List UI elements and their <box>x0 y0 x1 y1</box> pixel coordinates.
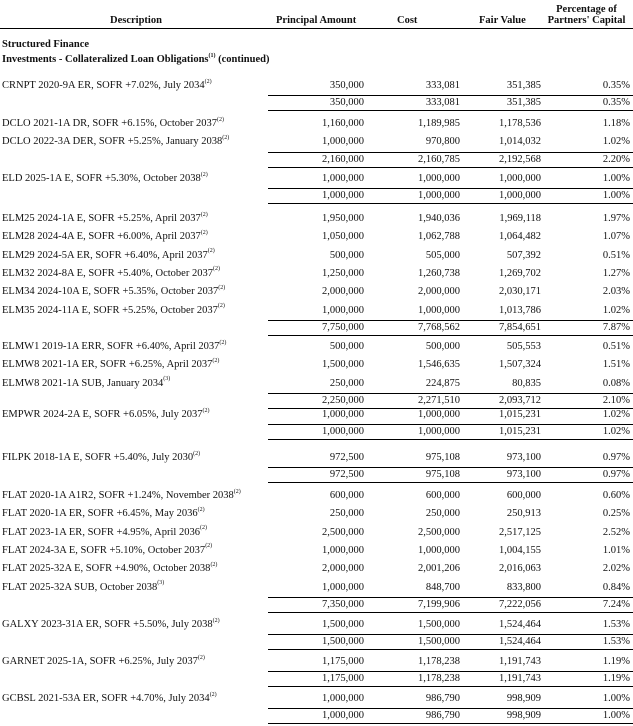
subtotal-bottom-rule <box>268 723 633 724</box>
investment-description <box>2 268 220 280</box>
cost-cell: 600,000 <box>425 490 460 501</box>
subtotal-fair-value-cell: 2,093,712 <box>499 394 541 406</box>
cost-cell: 1,500,000 <box>418 619 460 630</box>
footnote-marker: (2) <box>200 171 208 178</box>
fair-value-cell: 1,507,324 <box>499 359 541 371</box>
col-header-principal: Principal Amount <box>276 15 357 26</box>
principal-amount-cell: 1,000,000 <box>322 409 364 420</box>
subtotal-principal-cell: 7,750,000 <box>322 321 364 333</box>
principal-amount-cell: 1,000,000 <box>322 544 364 556</box>
pct-partners-capital-cell: 1.01% <box>602 544 630 556</box>
pct-partners-capital-cell: 1.27% <box>602 267 630 279</box>
pct-partners-capital-cell: 1.02% <box>602 409 630 420</box>
investment-description <box>2 173 208 185</box>
footnote-marker: (2) <box>200 211 208 218</box>
footnote-marker: (2) <box>212 266 220 273</box>
subtotal-principal-cell: 1,175,000 <box>322 673 364 685</box>
pct-partners-capital-cell: 1.51% <box>602 359 630 371</box>
fair-value-cell: 1,004,155 <box>499 544 541 556</box>
investment-name: ELMW8 2021-1A SUB, January 2034 <box>2 377 164 389</box>
cost-cell: 2,500,000 <box>418 526 460 538</box>
subtotal-pct-cell: 1.00% <box>602 190 630 202</box>
investment-name: GCBSL 2021-53A ER, SOFR +4.70%, July 2034 <box>2 693 210 704</box>
investment-description <box>2 286 225 298</box>
pct-partners-capital-cell: 1.18% <box>602 118 630 129</box>
subtotal-principal-cell: 2,250,000 <box>322 394 364 406</box>
investment-name: ELM29 2024-5A ER, SOFR +6.40%, April 2037 <box>2 249 208 261</box>
subtotal-fair-value-cell: 973,100 <box>506 469 541 481</box>
investment-name: FLAT 2025-32A E, SOFR +4.90%, October 2038 <box>2 563 211 575</box>
principal-amount-cell: 2,000,000 <box>322 286 364 298</box>
principal-amount-cell: 500,000 <box>329 249 364 261</box>
subtotal-principal-cell: 1,000,000 <box>322 426 364 438</box>
fair-value-cell: 1,524,464 <box>499 619 541 630</box>
investment-description <box>2 341 226 353</box>
fair-value-cell: 250,913 <box>506 508 541 520</box>
subtotal-pct-cell: 1.00% <box>602 710 630 722</box>
header-rule <box>0 28 633 29</box>
footnote-marker: (3) <box>157 580 165 586</box>
subtotal-bottom-rule <box>268 335 633 336</box>
subtotal-principal-cell: 1,500,000 <box>322 636 364 648</box>
pct-partners-capital-cell: 0.60% <box>602 490 630 501</box>
investment-description <box>2 582 164 594</box>
investment-name: FILPK 2018-1A E, SOFR +5.40%, July 2030 <box>2 452 194 463</box>
subtotal-bottom-rule <box>268 649 633 650</box>
footnote-marker: (2) <box>210 561 218 568</box>
footnote-marker: (2) <box>204 78 212 85</box>
principal-amount-cell: 1,950,000 <box>322 213 364 224</box>
cost-cell: 1,000,000 <box>418 544 460 556</box>
subtotal-bottom-rule <box>268 203 633 204</box>
pct-partners-capital-cell: 0.35% <box>602 80 630 91</box>
cost-cell: 986,790 <box>425 693 460 704</box>
principal-amount-cell: 1,175,000 <box>322 656 364 667</box>
investment-description <box>2 250 215 262</box>
investment-name: ELMW1 2019-1A ERR, SOFR +6.40%, April 2037 <box>2 341 220 352</box>
principal-amount-cell: 1,000,000 <box>322 136 364 148</box>
principal-amount-cell: 250,000 <box>329 508 364 520</box>
footnote-marker: (2) <box>197 654 205 661</box>
cost-cell: 1,178,238 <box>418 656 460 667</box>
investment-description <box>2 563 217 575</box>
cost-cell: 1,062,788 <box>418 231 460 243</box>
investment-description <box>2 545 212 557</box>
fair-value-cell: 1,015,231 <box>499 409 541 420</box>
pct-partners-capital-cell: 1.02% <box>602 136 630 148</box>
fair-value-cell: 80,835 <box>512 377 541 389</box>
subtotal-cost-cell: 1,500,000 <box>418 636 460 648</box>
pct-partners-capital-cell: 0.51% <box>602 249 630 261</box>
investment-description <box>2 490 241 502</box>
investment-description <box>2 136 229 148</box>
footnote-marker: (2) <box>222 134 230 141</box>
footnote-marker: (2) <box>205 543 213 550</box>
principal-amount-cell: 2,500,000 <box>322 526 364 538</box>
cost-cell: 1,000,000 <box>418 173 460 184</box>
pct-partners-capital-cell: 0.25% <box>602 508 630 520</box>
subtotal-fair-value-cell: 7,222,056 <box>499 598 541 610</box>
investment-name: GALXY 2023-31A ER, SOFR +5.50%, July 2038 <box>2 619 213 630</box>
pct-partners-capital-cell: 1.00% <box>602 173 630 184</box>
investment-description <box>2 452 200 464</box>
cost-cell: 1,189,985 <box>418 118 460 129</box>
fair-value-cell: 1,013,786 <box>499 304 541 316</box>
principal-amount-cell: 1,000,000 <box>322 581 364 593</box>
cost-cell: 2,000,000 <box>418 286 460 298</box>
fair-value-cell: 351,385 <box>506 80 541 91</box>
pct-partners-capital-cell: 1.07% <box>602 231 630 243</box>
footnote-marker: (2) <box>207 248 215 255</box>
pct-partners-capital-cell: 0.84% <box>602 581 630 593</box>
subtotal-pct-cell: 0.35% <box>602 97 630 109</box>
footnote-marker: (2) <box>212 357 220 364</box>
pct-partners-capital-cell: 2.52% <box>602 526 630 538</box>
cost-cell: 1,546,635 <box>418 359 460 371</box>
subtotal-pct-cell: 1.53% <box>602 636 630 648</box>
subtotal-fair-value-cell: 7,854,651 <box>499 321 541 333</box>
subtotal-rule <box>268 393 633 394</box>
section-subtitle: Investments - Collateralized Loan Obligations$^{(1)}$ (continued) <box>2 52 270 65</box>
subtotal-cost-cell: 2,271,510 <box>418 394 460 406</box>
pct-partners-capital-cell: 1.97% <box>602 213 630 224</box>
cost-cell: 500,000 <box>425 341 460 352</box>
subtotal-pct-cell: 2.10% <box>602 394 630 406</box>
subtotal-cost-cell: 333,081 <box>425 97 460 109</box>
investment-description <box>2 118 224 130</box>
col-header-description: Description <box>110 15 162 26</box>
principal-amount-cell: 1,000,000 <box>322 173 364 184</box>
subtotal-rule <box>268 424 633 425</box>
subtotal-bottom-rule <box>268 439 633 440</box>
investment-description <box>2 656 205 668</box>
subtotal-principal-cell: 7,350,000 <box>322 598 364 610</box>
investment-name: ELM35 2024-11A E, SOFR +5.25%, October 2037 <box>2 304 218 316</box>
principal-amount-cell: 972,500 <box>329 452 364 463</box>
subtotal-rule <box>268 320 633 321</box>
investment-name: FLAT 2025-32A SUB, October 2038 <box>2 581 158 593</box>
pct-partners-capital-cell: 0.08% <box>602 377 630 389</box>
pct-partners-capital-cell: 0.51% <box>602 341 630 352</box>
subtotal-cost-cell: 2,160,785 <box>418 153 460 165</box>
subtotal-cost-cell: 7,199,906 <box>418 598 460 610</box>
investment-description <box>2 693 217 705</box>
fair-value-cell: 973,100 <box>506 452 541 463</box>
subtotal-rule <box>268 95 633 96</box>
cost-cell: 250,000 <box>425 508 460 520</box>
footnote-marker: (2) <box>200 229 208 236</box>
col-header-pct-line2: Partners' Capital <box>547 15 626 26</box>
principal-amount-cell: 1,050,000 <box>322 231 364 243</box>
subtotal-fair-value-cell: 1,000,000 <box>499 190 541 202</box>
pct-partners-capital-cell: 1.19% <box>602 656 630 667</box>
investment-description <box>2 80 212 92</box>
fair-value-cell: 1,969,118 <box>499 213 541 224</box>
subtotal-rule <box>268 634 633 635</box>
subtotal-cost-cell: 7,768,562 <box>418 321 460 333</box>
subtotal-rule <box>268 467 633 468</box>
cost-cell: 970,800 <box>425 136 460 148</box>
subtotal-bottom-rule <box>268 110 633 111</box>
investment-description <box>2 305 225 317</box>
investment-description <box>2 359 219 371</box>
subtotal-rule <box>268 152 633 153</box>
investment-name: FLAT 2023-1A ER, SOFR +4.95%, April 2036 <box>2 526 200 538</box>
subtotal-bottom-rule <box>268 686 633 687</box>
col-header-cost: Cost <box>397 15 418 26</box>
cost-cell: 1,940,036 <box>418 213 460 224</box>
col-header-fair-value: Fair Value <box>479 15 526 26</box>
footnote-marker: (2) <box>199 525 207 532</box>
investment-name: ELM25 2024-1A E, SOFR +5.25%, April 2037 <box>2 213 201 224</box>
principal-amount-cell: 1,250,000 <box>322 267 364 279</box>
investment-name: ELM32 2024-8A E, SOFR +5.40%, October 2037 <box>2 267 213 279</box>
subtotal-rule <box>268 708 633 709</box>
investment-name: ELM34 2024-10A E, SOFR +5.35%, October 2037 <box>2 286 219 298</box>
principal-amount-cell: 350,000 <box>329 80 364 91</box>
investment-name: ELD 2025-1A E, SOFR +5.30%, October 2038 <box>2 173 201 184</box>
fair-value-cell: 2,030,171 <box>499 286 541 298</box>
footnote-marker: (2) <box>219 339 227 346</box>
subtotal-pct-cell: 1.19% <box>602 673 630 685</box>
investment-name: GARNET 2025-1A, SOFR +6.25%, July 2037 <box>2 656 198 667</box>
fair-value-cell: 1,269,702 <box>499 267 541 279</box>
footnote-marker: (2) <box>233 488 241 495</box>
subtotal-pct-cell: 1.02% <box>602 426 630 438</box>
fair-value-cell: 505,553 <box>506 341 541 352</box>
footnote-marker: (2) <box>209 691 217 698</box>
subtotal-cost-cell: 1,178,238 <box>418 673 460 685</box>
subtotal-bottom-rule <box>268 612 633 613</box>
investment-name: DCLO 2021-1A DR, SOFR +6.15%, October 2037 <box>2 118 218 129</box>
footnote-marker: (2) <box>217 303 225 309</box>
fair-value-cell: 2,016,063 <box>499 563 541 575</box>
footnote-marker: (2) <box>202 407 210 414</box>
principal-amount-cell: 1,000,000 <box>322 693 364 704</box>
subtotal-cost-cell: 1,000,000 <box>418 190 460 202</box>
subtotal-rule <box>268 671 633 672</box>
cost-cell: 1,260,738 <box>418 267 460 279</box>
cost-cell: 333,081 <box>425 80 460 91</box>
investment-name: FLAT 2024-3A E, SOFR +5.10%, October 2037 <box>2 544 206 556</box>
investment-name: ELMW8 2021-1A ER, SOFR +6.25%, April 2037 <box>2 359 213 371</box>
subtotal-bottom-rule <box>268 167 633 168</box>
cost-cell: 1,000,000 <box>418 304 460 316</box>
principal-amount-cell: 1,500,000 <box>322 619 364 630</box>
subtotal-pct-cell: 2.20% <box>602 153 630 165</box>
fair-value-cell: 1,064,482 <box>499 231 541 243</box>
fair-value-cell: 507,392 <box>506 249 541 261</box>
pct-partners-capital-cell: 0.97% <box>602 452 630 463</box>
subtotal-principal-cell: 972,500 <box>329 469 364 481</box>
cost-cell: 1,000,000 <box>418 409 460 420</box>
principal-amount-cell: 250,000 <box>329 377 364 389</box>
investment-description <box>2 409 209 421</box>
col-header-pct-line1: Percentage of <box>556 4 617 15</box>
subtotal-cost-cell: 975,108 <box>425 469 460 481</box>
subtotal-rule <box>268 597 633 598</box>
pct-partners-capital-cell: 2.03% <box>602 286 630 298</box>
investment-description <box>2 508 205 520</box>
subtotal-fair-value-cell: 351,385 <box>506 97 541 109</box>
principal-amount-cell: 500,000 <box>329 341 364 352</box>
cost-cell: 975,108 <box>425 452 460 463</box>
fair-value-cell: 1,191,743 <box>499 656 541 667</box>
investment-name: DCLO 2022-3A DER, SOFR +5.25%, January 2038 <box>2 136 223 148</box>
subtotal-principal-cell: 350,000 <box>329 97 364 109</box>
footnote-marker: (2) <box>212 617 220 624</box>
principal-amount-cell: 1,500,000 <box>322 359 364 371</box>
subtotal-fair-value-cell: 1,015,231 <box>499 426 541 438</box>
footnote-marker: (3) <box>163 376 171 383</box>
investment-name: FLAT 2020-1A A1R2, SOFR +1.24%, November 2038 <box>2 490 234 501</box>
subtotal-principal-cell: 2,160,000 <box>322 153 364 165</box>
investment-description <box>2 231 208 243</box>
cost-cell: 224,875 <box>425 377 460 389</box>
subtotal-fair-value-cell: 998,909 <box>506 710 541 722</box>
cost-cell: 848,700 <box>425 581 460 593</box>
cost-cell: 505,000 <box>425 249 460 261</box>
principal-amount-cell: 1,160,000 <box>322 118 364 129</box>
investment-name: ELM28 2024-4A E, SOFR +6.00%, April 2037 <box>2 231 201 243</box>
pct-partners-capital-cell: 1.02% <box>602 304 630 316</box>
footnote-marker: (2) <box>217 116 225 123</box>
footnote-marker: (2) <box>197 506 205 513</box>
subtotal-pct-cell: 7.87% <box>602 321 630 333</box>
subtotal-cost-cell: 986,790 <box>425 710 460 722</box>
principal-amount-cell: 2,000,000 <box>322 563 364 575</box>
fair-value-cell: 833,800 <box>506 581 541 593</box>
investment-description <box>2 527 207 539</box>
investment-description <box>2 619 220 631</box>
pct-partners-capital-cell: 2.02% <box>602 563 630 575</box>
subtotal-cost-cell: 1,000,000 <box>418 426 460 438</box>
subtotal-rule <box>268 188 633 189</box>
fair-value-cell: 2,517,125 <box>499 526 541 538</box>
subtotal-bottom-rule <box>268 482 633 483</box>
pct-partners-capital-cell: 1.00% <box>602 693 630 704</box>
fair-value-cell: 1,000,000 <box>499 173 541 184</box>
subtotal-pct-cell: 7.24% <box>602 598 630 610</box>
cost-cell: 2,001,206 <box>418 563 460 575</box>
investment-name: FLAT 2020-1A ER, SOFR +6.45%, May 2036 <box>2 508 198 520</box>
pct-partners-capital-cell: 1.53% <box>602 619 630 630</box>
subtotal-principal-cell: 1,000,000 <box>322 710 364 722</box>
section-title: Structured Finance <box>2 39 90 50</box>
footnote-marker: (2) <box>193 450 201 457</box>
subtotal-fair-value-cell: 2,192,568 <box>499 153 541 165</box>
subtotal-principal-cell: 1,000,000 <box>322 190 364 202</box>
investment-name: CRNPT 2020-9A ER, SOFR +7.02%, July 2034 <box>2 80 205 91</box>
fair-value-cell: 600,000 <box>506 490 541 501</box>
fair-value-cell: 998,909 <box>506 693 541 704</box>
principal-amount-cell: 600,000 <box>329 490 364 501</box>
fair-value-cell: 1,178,536 <box>499 118 541 129</box>
investment-name: EMPWR 2024-2A E, SOFR +6.05%, July 2037 <box>2 409 203 420</box>
investment-description <box>2 378 170 390</box>
subtotal-fair-value-cell: 1,524,464 <box>499 636 541 648</box>
fair-value-cell: 1,014,032 <box>499 136 541 148</box>
subtotal-pct-cell: 0.97% <box>602 469 630 481</box>
footnote-marker: (2) <box>218 284 226 291</box>
principal-amount-cell: 1,000,000 <box>322 304 364 316</box>
investment-description <box>2 213 208 225</box>
subtotal-fair-value-cell: 1,191,743 <box>499 673 541 685</box>
